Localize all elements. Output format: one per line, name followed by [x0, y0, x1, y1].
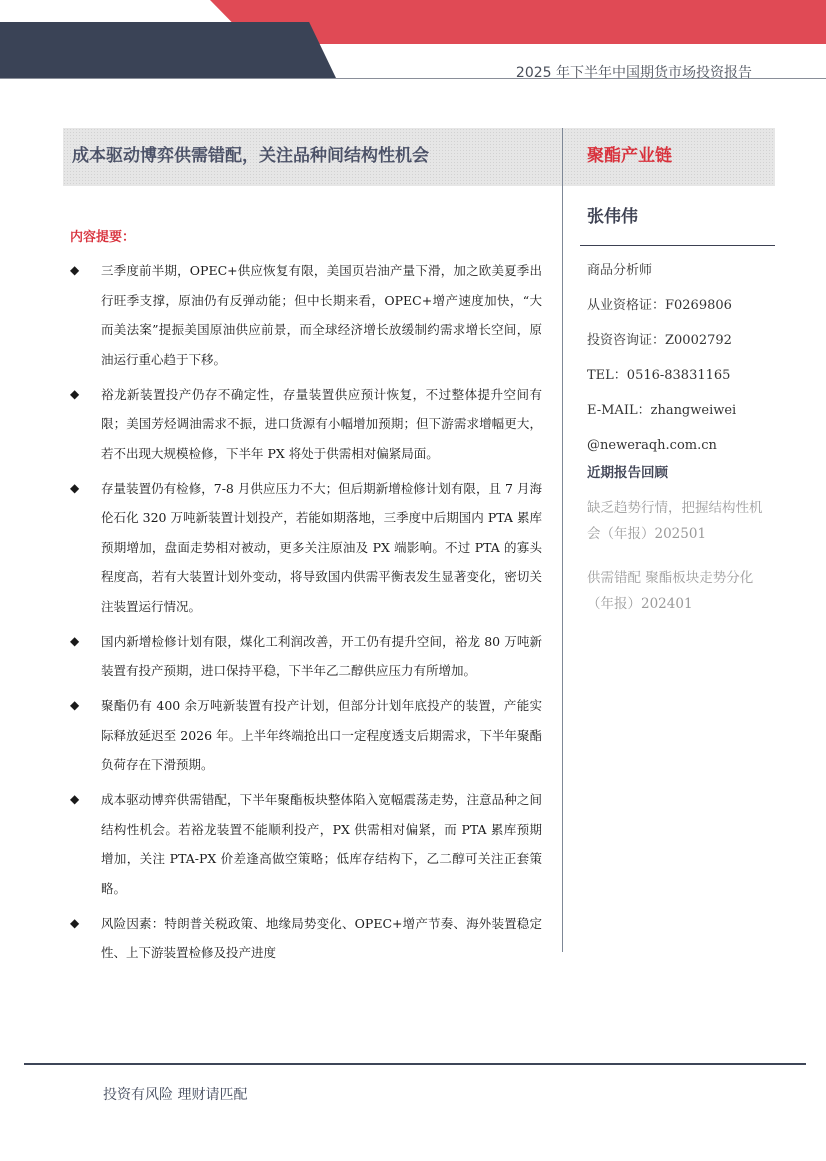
footer-disclaimer: 投资有风险 理财请匹配	[103, 1087, 248, 1103]
summary-item	[70, 691, 542, 780]
analyst-tel: TEL：0516-83831165	[587, 368, 731, 383]
summary-item-text: 裕龙新装置投产仍存不确定性，存量装置供应预计恢复，不过整体提升空间有限；美国芳烃调油需求不振，进口货源有小幅增加预期；但下游需求增幅更大，若不出现大规模检修，下半年 PX 将处于供需相对偏紧局面。	[101, 386, 542, 461]
footer-divider	[24, 1063, 806, 1065]
summary-item	[70, 909, 542, 968]
analyst-role: 商品分析师	[587, 263, 653, 278]
analyst-email: E-MAIL：zhangweiwei	[587, 403, 737, 418]
summary-item-text: 聚酯仍有 400 余万吨新装置有投产计划，但部分计划年底投产的装置，产能实际释放延迟至 2026 年。上半年终端抢出口一定程度透支后期需求，下半年聚酯负荷存在下滑预期。	[101, 698, 542, 772]
diamond-bullet-icon: ◆	[70, 480, 80, 495]
diamond-bullet-icon: ◆	[70, 263, 80, 277]
analyst-qualification: 从业资格证：F0269806	[587, 298, 732, 313]
main-title: 成本驱动博弈供需错配，关注品种间结构性机会	[72, 146, 429, 166]
column-divider	[562, 128, 563, 952]
diamond-bullet-icon: ◆	[70, 915, 80, 930]
recent-report-link[interactable]: 缺乏趋势行情，把握结构性机会（年报）202501	[587, 500, 763, 542]
header-navy-banner	[0, 22, 336, 78]
analyst-info	[587, 253, 797, 463]
recent-reports-label: 近期报告回顾	[587, 465, 668, 481]
report-title: 2025 年下半年中国期货市场投资报告	[515, 65, 752, 81]
analyst-email-domain: @neweraqh.com.cn	[587, 438, 717, 453]
analyst-divider	[580, 245, 775, 246]
recent-report-link[interactable]: 供需错配 聚酯板块走势分化（年报）202401	[587, 570, 754, 612]
summary-item	[70, 380, 542, 469]
analyst-name: 张伟伟	[587, 207, 638, 227]
summary-item-text: 成本驱动博弈供需错配，下半年聚酯板块整体陷入宽幅震荡走势，注意品种之间结构性机会。若裕龙装置不能顺利投产，PX 供需相对偏紧，而 PTA 累库预期增加，关注 PTA-PX 价差逢高做空策略；低库存结构下，乙二醇可关注正套策略。	[101, 792, 542, 896]
diamond-bullet-icon: ◆	[70, 698, 80, 712]
summary-label: 内容提要：	[70, 230, 136, 245]
summary-item-text: 存量装置仍有检修，7-8 月供应压力不大；但后期新增检修计划有限，且 7 月海伦石化 320 万吨新装置计划投产，若能如期落地，三季度中后期国内 PTA 累库预期增加，盘面走势相对被动，更多关注原油及 PX 端影响。不过 PTA 的寡头程度高，若有大装置计划外变动，将导致国内供需平衡表发生显著变化，密切关注装置运行情况。	[101, 480, 542, 614]
sector-label: 聚酯产业链	[587, 146, 672, 166]
summary-item-text: 风险因素：特朗普关税政策、地缘局势变化、OPEC+增产节奏、海外装置稳定性、上下游装置检修及投产进度	[101, 915, 542, 960]
summary-list	[70, 256, 542, 973]
summary-item-text: 国内新增检修计划有限，煤化工利润改善，开工仍有提升空间，裕龙 80 万吨新装置有投产预期，进口保持平稳，下半年乙二醇供应压力有所增加。	[101, 633, 542, 678]
diamond-bullet-icon: ◆	[70, 792, 80, 806]
summary-item	[70, 474, 542, 622]
summary-item	[70, 256, 542, 374]
diamond-bullet-icon: ◆	[70, 386, 80, 401]
summary-item	[70, 785, 542, 903]
summary-item-text: 三季度前半期，OPEC+供应恢复有限，美国页岩油产量下滑，加之欧美夏季出行旺季支撑，原油仍有反弹动能；但中长期来看，OPEC+增产速度加快，“大而美法案”提振美国原油供应前景，而全球经济增长放缓制约需求增长空间，原油运行重心趋于下移。	[101, 263, 542, 367]
diamond-bullet-icon: ◆	[70, 633, 80, 648]
analyst-consulting-cert: 投资咨询证：Z0002792	[587, 333, 732, 348]
summary-item	[70, 627, 542, 686]
